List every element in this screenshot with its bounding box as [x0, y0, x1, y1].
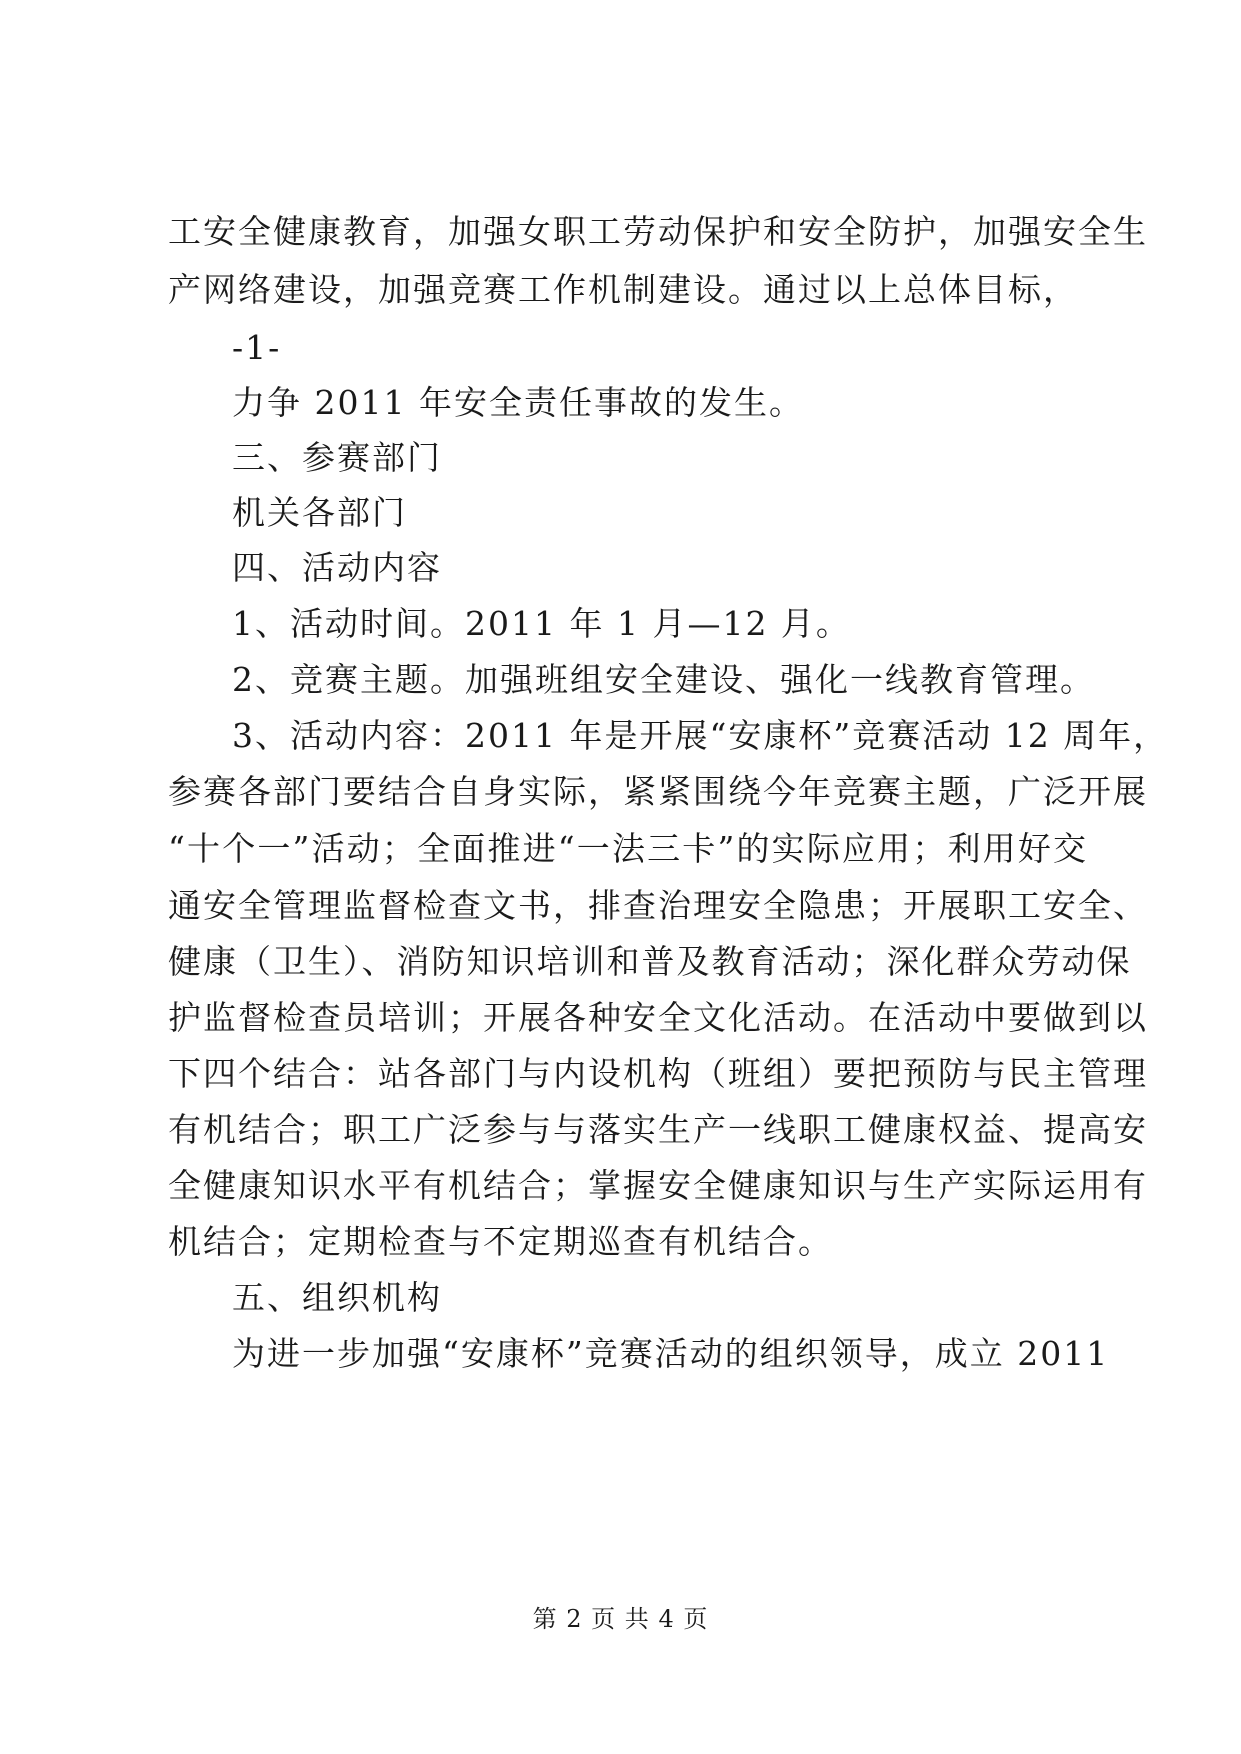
body-text-line: 有机结合；职工广泛参与与落实生产一线职工健康权益、提高安 — [168, 1110, 1148, 1149]
body-text-line: 3、活动内容：2011 年是开展“安康杯”竞赛活动 12 周年， — [232, 716, 1169, 755]
page-footer: 第 2 页 共 4 页 — [532, 1605, 709, 1633]
body-text-line: 通安全管理监督检查文书，排查治理安全隐患；开展职工安全、 — [168, 886, 1148, 925]
body-text-line: 1、活动时间。2011 年 1 月—12 月。 — [232, 604, 851, 643]
page-marker: -1- — [232, 328, 282, 367]
body-text-line: 工安全健康教育，加强女职工劳动保护和安全防护，加强安全生 — [168, 212, 1148, 251]
body-text-line: 2、竞赛主题。加强班组安全建设、强化一线教育管理。 — [232, 660, 1095, 699]
body-text-line: 机关各部门 — [232, 493, 407, 532]
body-text-line: 健康（卫生）、消防知识培训和普及教育活动；深化群众劳动保 — [168, 942, 1132, 981]
body-text-line: 力争 2011 年安全责任事故的发生。 — [232, 383, 804, 422]
body-text-line: 下四个结合：站各部门与内设机构（班组）要把预防与民主管理 — [168, 1054, 1148, 1093]
section-heading: 五、组织机构 — [232, 1278, 442, 1317]
body-text-line: 参赛各部门要结合自身实际，紧紧围绕今年竞赛主题，广泛开展 — [168, 772, 1148, 811]
body-text-line: 为进一步加强“安康杯”竞赛活动的组织领导，成立 2011 — [232, 1334, 1110, 1373]
body-text-line: 产网络建设，加强竞赛工作机制建设。通过以上总体目标， — [168, 270, 1078, 309]
body-text-line: 全健康知识水平有机结合；掌握安全健康知识与生产实际运用有 — [168, 1166, 1148, 1205]
section-heading: 四、活动内容 — [232, 548, 442, 587]
section-heading: 三、参赛部门 — [232, 438, 442, 477]
body-text-line: “十个一”活动；全面推进“一法三卡”的实际应用；利用好交 — [168, 829, 1088, 868]
body-text-line: 机结合；定期检查与不定期巡查有机结合。 — [168, 1222, 833, 1261]
body-text-line: 护监督检查员培训；开展各种安全文化活动。在活动中要做到以 — [168, 998, 1148, 1037]
